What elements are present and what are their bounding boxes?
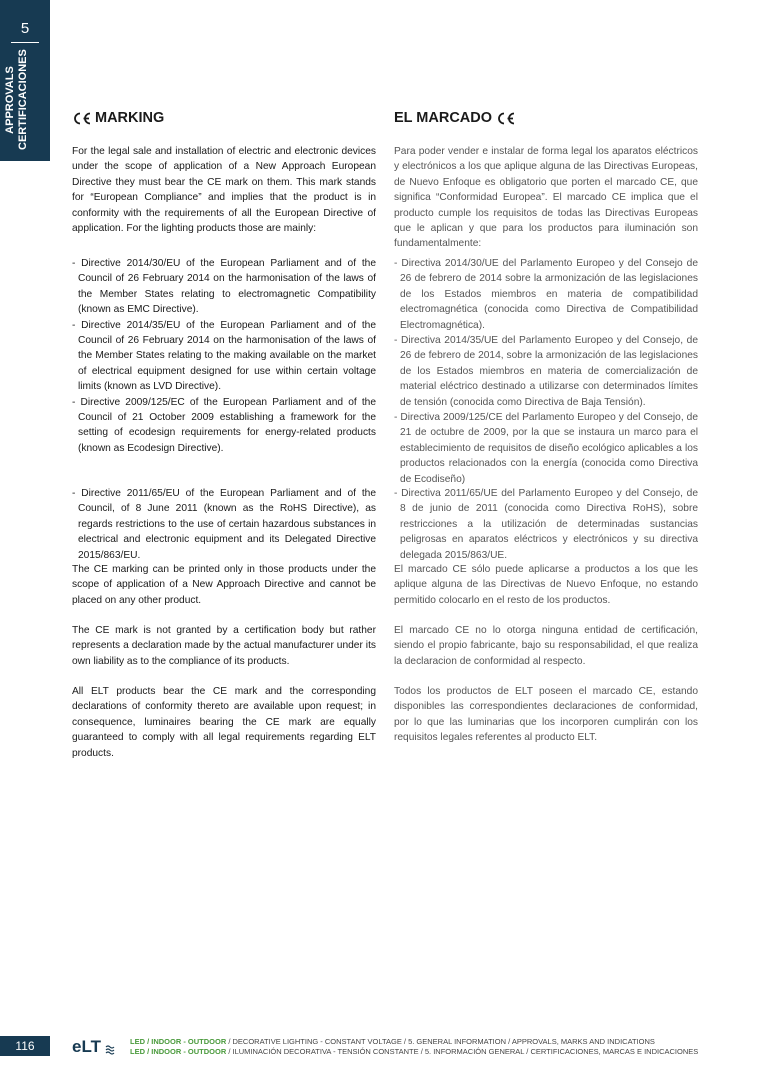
ce-mark-icon: [496, 111, 516, 126]
english-heading-text: MARKING: [95, 110, 165, 126]
breadcrumb-es-path: / ILUMINACIÓN DECORATIVA - TENSIÓN CONSTANTE / 5. INFORMACIÓN GENERAL / CERTIFICACIONES, MARCAS E INDICACIONES: [226, 1046, 699, 1056]
paragraph: The CE marking can be printed only in those products under the scope of application of a New Approach Directive and cannot be placed on any other product.: [72, 564, 376, 606]
spanish-paragraph-2: [394, 562, 698, 608]
paragraph: Todos los productos de ELT poseen el marcado CE, estando disponibles las correspondientes declaraciones de conformidad, por lo que las luminarias que los incorporen cumplirán con los requisitos legales referentes al producto ELT.: [394, 686, 698, 744]
spanish-paragraph-4: [394, 684, 698, 746]
list-item: - Directiva 2009/125/CE del Parlamento Europeo y del Consejo, de 21 de octubre de 2009, por la que se instaura un marco para el establecimiento de requisitos de diseño ecológico aplicables a los productos relacionados con la energía (conocida como Directiva de Ecodiseño): [394, 412, 698, 485]
spanish-intro: Para poder vender e instalar de forma legal los aparatos eléctricos y electrónicos a los que aplique alguna de las Directivas Europeas, de Nuevo Enfoque es obligatorio que porten el marcado CE, que significa “Conformidad Europea”. El marcado CE implica que el producto cumple los requisitos de todas las Directivas Europeas que le aplican y que para los productos para iluminación son fundamentalmente:: [394, 146, 698, 250]
breadcrumb-en: [130, 1037, 698, 1047]
chapter-title: [4, 50, 30, 150]
list-item: - Directiva 2014/35/UE del Parlamento Europeo y del Consejo, de 26 de febrero de 2014, sobre la armonización de las legislaciones de los Estados miembros en materia de comercialización de material eléctrico destinado a utilizarse con determinados límites de tensión (conocida como Directiva de Baja Tensión).: [394, 335, 698, 408]
paragraph: The CE mark is not granted by a certification body but rather represents a declaration made by the actual manufacturer under its own liability as to the compliance of its products.: [72, 625, 376, 667]
paragraph: El marcado CE sólo puede aplicarse a productos a los que les aplique alguna de las Directivas de Nuevo Enfoque, no estando permitido colocarlo en el resto de los productos.: [394, 564, 698, 606]
chapter-title-en: APPROVALS: [4, 66, 16, 134]
breadcrumb-es-prefix: LED / INDOOR - OUTDOOR: [130, 1046, 227, 1056]
english-rohs-block: [72, 486, 376, 563]
chapter-number: 5: [20, 20, 30, 37]
list-item: - Directive 2011/65/EU of the European Parliament and of the Council, of 8 June 2011 (known as the RoHS Directive), as regards restrictions to the use of certain hazardous substances in electrical and electronic equipment and its Delegated Directive 2015/863/EU.: [72, 488, 376, 561]
spanish-paragraph-3: [394, 623, 698, 669]
chapter-title-es: CERTIFICACIONES: [17, 49, 29, 150]
chapter-divider: [11, 42, 39, 43]
list-item: - Directive 2014/30/EU of the European Parliament and of the Council of 26 February 2014 on the harmonisation of the laws of the Member States relating to electromagnetic Compatibility (known as EMC Directive).: [72, 258, 376, 316]
chapter-tab: [0, 0, 50, 161]
english-heading: [72, 108, 376, 128]
list-item: - Directive 2014/35/EU of the European Parliament and of the Council of 26 February 2014 on the harmonisation of the laws of the Member States relating to the making available on the market of electrical equipment designed for use within certain voltage limits (known as LVD Directive).: [72, 319, 376, 393]
paragraph: El marcado CE no lo otorga ninguna entidad de certificación, siendo el propio fabricante, bajo su responsabilidad, el que realiza la declaracion de conformidad al respecto.: [394, 625, 698, 667]
spanish-heading: [394, 108, 698, 128]
breadcrumb-es: [130, 1047, 698, 1057]
spanish-directive-list: [394, 256, 698, 487]
paragraph: All ELT products bear the CE mark and the corresponding declarations of conformity thereto are available upon request; in consequence, luminaires bearing the CE mark are equally guaranteed to comply with all legal requirements regarding ELT products.: [72, 686, 376, 759]
spanish-heading-text: EL MARCADO: [394, 110, 493, 126]
english-intro-block: [72, 144, 376, 236]
list-item: - Directiva 2011/65/UE del Parlamento Europeo y del Consejo, de 8 de junio de 2011 (conocida como Directiva RoHS), sobre restricciones a la utilización de determinadas sustancias peligrosas en aparatos eléctricos y electrónicos y su directiva delegada 2015/863/UE.: [394, 488, 698, 561]
english-intro: For the legal sale and installation of electric and electronic devices under the scope of application of a New Approach European Directive they must bear the CE mark on them. This mark stands for “European Compliance” and implies that the product is in conformity with the requirements of all the European Directive of application. For the lighting products those are mainly:: [72, 146, 376, 235]
english-paragraph-3: [72, 623, 376, 669]
english-directive-list: [72, 256, 376, 456]
spanish-intro-block: [394, 144, 698, 252]
elt-logo: [72, 1037, 116, 1060]
ce-mark-icon: [72, 111, 92, 126]
english-paragraph-2: [72, 562, 376, 608]
spanish-column: [394, 108, 698, 744]
breadcrumb: [130, 1037, 698, 1056]
list-item: - Directiva 2014/30/UE del Parlamento Europeo y del Consejo de 26 de febrero de 2014 sobre la armonización de las legislaciones de los Estados miembros en materia de compatibilidad electromagnética (conocida como Directiva de Compatibilidad Electromagnética).: [394, 258, 698, 331]
list-item: - Directive 2009/125/EC of the European Parliament and of the Council of 21 October 2009 establishing a framework for the setting of ecodesign requirements for energy-related products (known as Ecodesign Directive).: [72, 396, 376, 454]
english-column: [72, 108, 376, 759]
logo-text: eLT: [72, 1037, 101, 1055]
breadcrumb-en-prefix: LED / INDOOR - OUTDOOR: [130, 1037, 227, 1046]
english-paragraph-4: [72, 684, 376, 761]
page-number: 116: [0, 1036, 50, 1056]
breadcrumb-en-path: / DECORATIVE LIGHTING - CONSTANT VOLTAGE / 5. GENERAL INFORMATION / APPROVALS, MARKS AND INDICATIONS: [226, 1037, 655, 1046]
spanish-rohs-block: [394, 486, 698, 563]
